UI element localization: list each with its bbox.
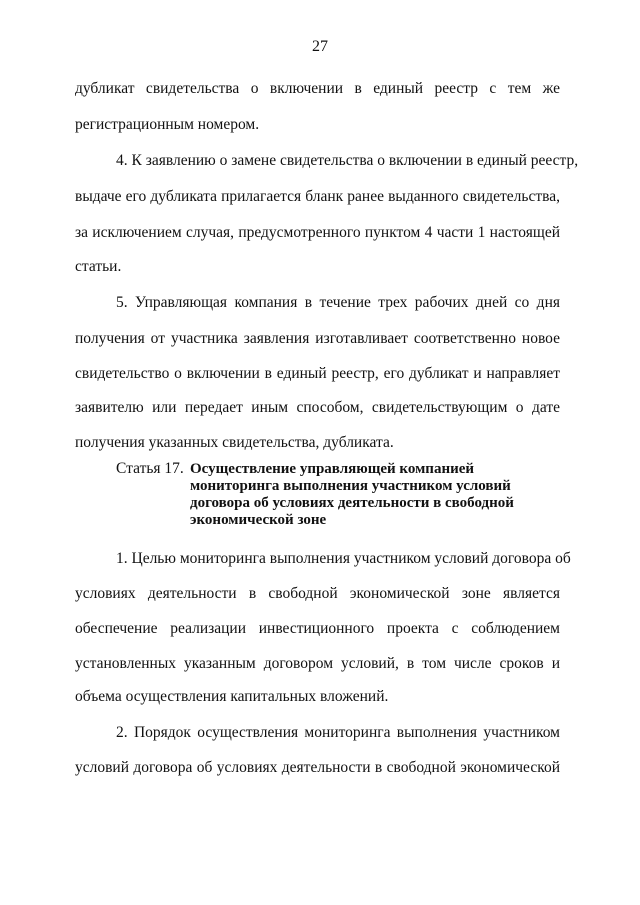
article-label: Статья 17. [116,460,184,477]
text-line: обеспечение реализации инвестиционного проекта с соблюдением [75,620,560,637]
text-line: объема осуществления капитальных вложений. [75,688,389,705]
page-number: 27 [312,38,328,55]
article-title-line: мониторинга выполнения участником условий [190,478,511,494]
text-line: заявителю или передает иным способом, свидетельствующим о дате [75,399,560,416]
article-title-line: Осуществление управляющей компанией [190,461,475,477]
paragraph-first-line: 1. Целью мониторинга выполнения участником условий договора об [116,550,571,567]
text-line: получения указанных свидетельства, дубликата. [75,434,394,451]
text-line: выдаче его дубликата прилагается бланк ранее выданного свидетельства, [75,188,560,205]
article-title-line: экономической зоне [190,512,327,528]
text-line: условий договора об условиях деятельности в свободной экономической [75,759,560,776]
paragraph-first-line: 5. Управляющая компания в течение трех рабочих дней со дня [116,294,560,311]
paragraph-first-line: 2. Порядок осуществления мониторинга выполнения участником [116,724,560,741]
text-line: дубликат свидетельства о включении в единый реестр с тем же [75,80,560,97]
text-line: свидетельство о включении в единый реестр, его дубликат и направляет [75,365,560,382]
text-line: за исключением случая, предусмотренного пунктом 4 части 1 настоящей [75,224,560,241]
text-line: регистрационным номером. [75,116,260,133]
text-line: установленных указанным договором условий, в том числе сроков и [75,655,560,672]
text-line: условиях деятельности в свободной экономической зоне является [75,585,560,602]
article-title-line: договора об условиях деятельности в свободной [190,495,514,511]
text-line: получения от участника заявления изготавливает соответственно новое [75,330,560,347]
paragraph-first-line: 4. К заявлению о замене свидетельства о включении в единый реестр, [116,152,579,169]
text-line: статьи. [75,258,122,275]
